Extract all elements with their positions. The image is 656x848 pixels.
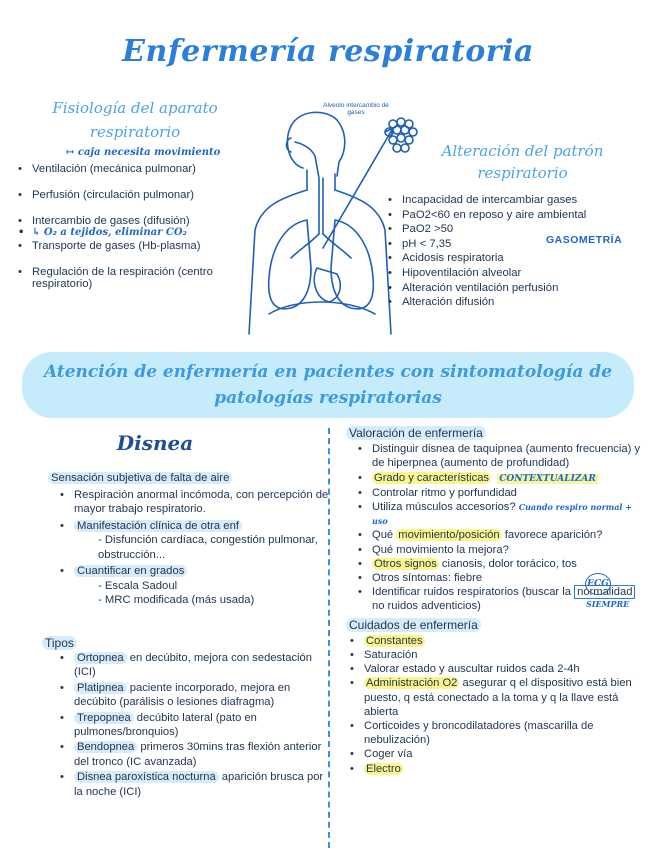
cuidado-item: [350, 634, 646, 648]
cuidado-item: [350, 762, 646, 776]
respiro-note: Cuando respiro normal + uso: [372, 502, 632, 527]
tipo-item: [60, 740, 332, 769]
otros-signos-label: Otros signos: [374, 557, 437, 570]
contextualizar-note: CONTEXTUALIZAR: [499, 473, 596, 484]
cuantificar-label: Cuantificar en grados: [74, 565, 187, 577]
tipos-label: Tipos: [42, 636, 77, 650]
o2-note: [18, 227, 258, 238]
administracion-label: Administración O2: [366, 677, 458, 690]
musculos-text: Utiliza músculos accesorios?: [372, 501, 516, 514]
tipo-text: en decúbito, mejora con sedestación (ICI): [74, 652, 312, 679]
valoracion-item: • Distinguir disnea de taquipnea (aumento frecuencia) y de hiperpnea (aumento de profundidad): [358, 442, 646, 470]
alteracion-item: • PaO2 >50: [388, 222, 648, 237]
fisiologia-heading-line2: respiratorio: [89, 123, 181, 141]
siempre-note: SIEMPRE: [586, 599, 630, 609]
alteracion-item: • Hipoventilación alveolar: [388, 266, 648, 281]
left-lung: [269, 220, 311, 309]
manifestacion-label: Manifestación clínica de otra enf: [74, 520, 242, 532]
tipo-term: Disnea paroxística nocturna: [74, 771, 219, 783]
alteracion-heading: [420, 140, 625, 184]
grado-label: Grado y características: [374, 471, 490, 484]
tipo-item: [60, 651, 332, 680]
alveolo-label: Alveolo intercambio de gases: [323, 102, 389, 116]
cuidado-item: • Coger vía: [350, 747, 646, 761]
movimiento-label: movimiento/posición: [398, 529, 500, 542]
tipo-item: [60, 711, 332, 740]
banner-title-line2: patologías respiratorias: [214, 388, 442, 408]
tipo-text: aparición brusca por la noche (ICI): [74, 771, 324, 798]
tipo-term: Trepopnea: [74, 712, 134, 724]
administracion-text: asegurar q el dispositivo está bien puesto, q está conectado a la toma y q la llave está abierta: [364, 677, 632, 718]
alteracion-item: • Acidosis respiratoria: [388, 251, 648, 266]
fisiologia-item: • Intercambio de gases (difusión): [18, 215, 258, 227]
ruidos-text: Identificar ruidos respiratorios (buscar la: [372, 586, 575, 599]
torso-left: [249, 190, 307, 334]
valoracion-heading: Valoración de enfermería: [346, 426, 486, 440]
cuidado-item: • Corticoides y broncodilatadores (mascarilla de nebulización): [350, 719, 646, 747]
disnea-item: • Respiración anormal incómoda, con percepción de mayor trabajo respiratorio.: [60, 488, 330, 517]
electro-label: Electro: [366, 762, 401, 775]
tipos-heading: [42, 636, 77, 650]
manifestacion-sub: - Disfunción cardíaca, congestión pulmonar, obstrucción...: [98, 534, 318, 561]
sensacion-label: Sensación subjetiva de falta de aire: [48, 472, 232, 484]
valoracion-item: • Otros síntomas: fiebre: [358, 571, 646, 585]
cuantificar-list: [60, 564, 330, 579]
alteracion-item: • Incapacidad de intercambiar gases: [388, 193, 648, 208]
tipo-text: decúbito lateral (pato en pulmones/bronquios): [74, 711, 257, 739]
disnea-block: [40, 471, 330, 608]
o2-note-text: ↳ O₂ a tejidos, eliminar CO₂: [32, 227, 187, 238]
alteracion-item: • Alteración difusión: [388, 295, 648, 310]
alteracion-list: [388, 193, 648, 310]
disnea-heading: Disnea: [116, 431, 194, 455]
disnea-item: [60, 519, 330, 534]
alteracion-item: • Alteración ventilación perfusión: [388, 281, 648, 296]
signos-text: cianosis, dolor torácico, tos: [438, 557, 577, 570]
valoracion-item: • Controlar ritmo y porfundidad: [358, 486, 646, 500]
tipo-item: [60, 681, 332, 710]
tipo-text: primeros 30mins tras flexión anterior del tronco (IC avanzada): [74, 741, 322, 768]
cuidado-item: • Valorar estado y auscultar ruidos cada 2-4h: [350, 662, 646, 676]
valoracion-item: [358, 500, 646, 528]
escala-mrc: - MRC modificada (más usada): [98, 594, 255, 606]
adventicios-text: no ruidos adventicios): [372, 600, 481, 613]
valoracion-item: • Qué movimiento la mejora?: [358, 543, 646, 557]
arrow-to-alveolo: [323, 128, 393, 248]
cuantificar-item: [60, 564, 330, 579]
cuidado-item: [350, 676, 646, 719]
tipo-item: [60, 770, 332, 799]
fisiologia-item: • Regulación de la respiración (centro respiratorio): [18, 266, 232, 290]
tipo-term: Platipnea: [74, 682, 127, 694]
alteracion-item: • pH < 7,35: [388, 237, 648, 252]
normalidad-box: normalidad: [574, 585, 635, 599]
alteracion-item: • PaO2<60 en reposo y aire ambiental: [388, 208, 648, 223]
valoracion-item: [358, 557, 610, 571]
gasometria-note: GASOMETRÍA: [546, 234, 623, 246]
alteracion-heading-line2: respiratorio: [477, 164, 568, 182]
tipo-term: Bendopnea: [74, 741, 137, 753]
escala-sadoul: - Escala Sadoul: [98, 579, 178, 592]
que-text: Qué: [372, 529, 397, 542]
fisiologia-item: • Ventilación (mecánica pulmonar): [18, 163, 258, 175]
cuidados-heading: Cuidados de enfermería: [346, 618, 481, 632]
banner-title-line1: Atención de enfermería en pacientes con sintomatología de: [43, 362, 613, 382]
tipos-list: [60, 651, 332, 800]
alteracion-heading-line1: Alteración del patrón: [441, 142, 604, 160]
ecg-badge: [585, 573, 611, 595]
favorece-text: favorece aparición?: [501, 529, 603, 542]
valoracion-item: [358, 528, 646, 542]
tipo-text: paciente incorporado, mejora en decúbito (parálisis o lesiones diafragma): [74, 681, 291, 709]
page-title: Enfermería respiratoria: [122, 34, 534, 69]
cuidado-item: • Saturación: [350, 648, 646, 662]
banner-title: [22, 359, 634, 411]
ecg-label: ECG: [585, 573, 611, 595]
fisiologia-list: [18, 163, 258, 290]
fisiologia-heading: [30, 96, 240, 144]
tipo-term: Ortopnea: [74, 652, 127, 664]
fisiologia-item: • Perfusión (circulación pulmonar): [18, 189, 258, 201]
valoracion-item: [358, 471, 646, 486]
caja-note: ↦ caja necesita movimiento: [66, 147, 221, 158]
fisiologia-item: • Transporte de gases (Hb-plasma): [18, 240, 258, 252]
disnea-list: [60, 488, 330, 534]
fisiologia-heading-line1: Fisiología del aparato: [52, 99, 218, 117]
constantes-label: Constantes: [366, 634, 423, 647]
heart: [314, 268, 340, 302]
cuidados-list: [350, 634, 646, 776]
